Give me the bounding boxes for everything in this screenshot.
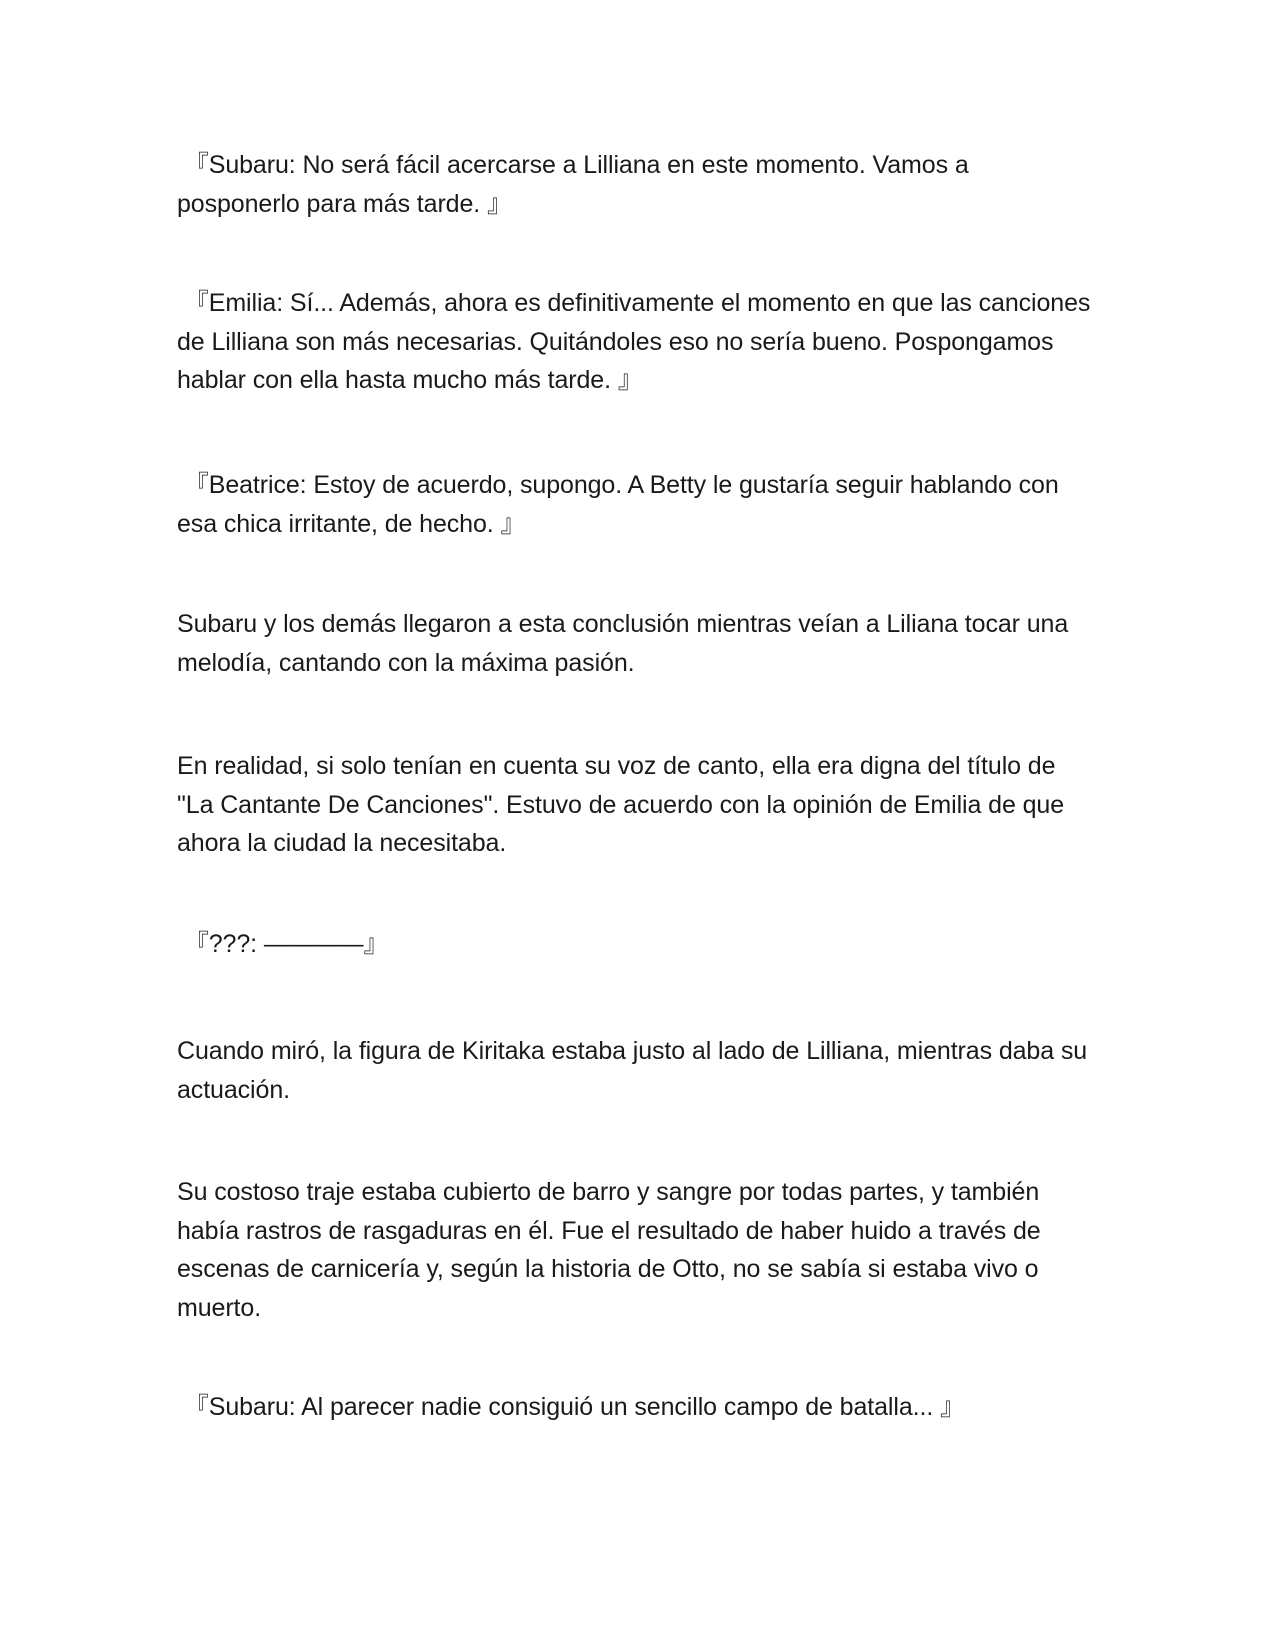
dialogue-subaru-2: 『Subaru: Al parecer nadie consiguió un sencillo campo de batalla... 』 <box>177 1393 965 1421</box>
narration-paragraph-4: Su costoso traje estaba cubierto de barro y sangre por todas partes, y también había rastros de rasgaduras en él. Fue el resultado de haber huido a través de escenas de carnicería y, según la historia de Otto, no se sabía si estaba vivo o muerto. <box>177 1178 1041 1322</box>
dialogue-subaru-1: 『Subaru: No será fácil acercarse a Lilliana en este momento. Vamos a posponerlo para más tarde. 』 <box>177 151 969 218</box>
narration-paragraph-2: En realidad, si solo tenían en cuenta su voz de canto, ella era digna del título de "La Cantante De Canciones". Estuvo de acuerdo con la opinión de Emilia de que ahora la ciudad la necesitaba. <box>177 752 1065 857</box>
dialogue-emilia: 『Emilia: Sí... Además, ahora es definitivamente el momento en que las canciones de Lilliana son más necesarias. Quitándoles eso no sería bueno. Pospongamos hablar con ella hasta mucho más tarde. 』 <box>177 289 1091 394</box>
dialogue-beatrice: 『Beatrice: Estoy de acuerdo, supongo. A Betty le gustaría seguir hablando con esa chica irritante, de hecho. 』 <box>177 471 1059 538</box>
narration-paragraph-3: Cuando miró, la figura de Kiritaka estaba justo al lado de Lilliana, mientras daba su actuación. <box>177 1037 1088 1104</box>
narration-paragraph-1: Subaru y los demás llegaron a esta conclusión mientras veían a Liliana tocar una melodía, cantando con la máxima pasión. <box>177 610 1069 677</box>
dialogue-unknown: 『???: ――――』 <box>177 930 389 958</box>
